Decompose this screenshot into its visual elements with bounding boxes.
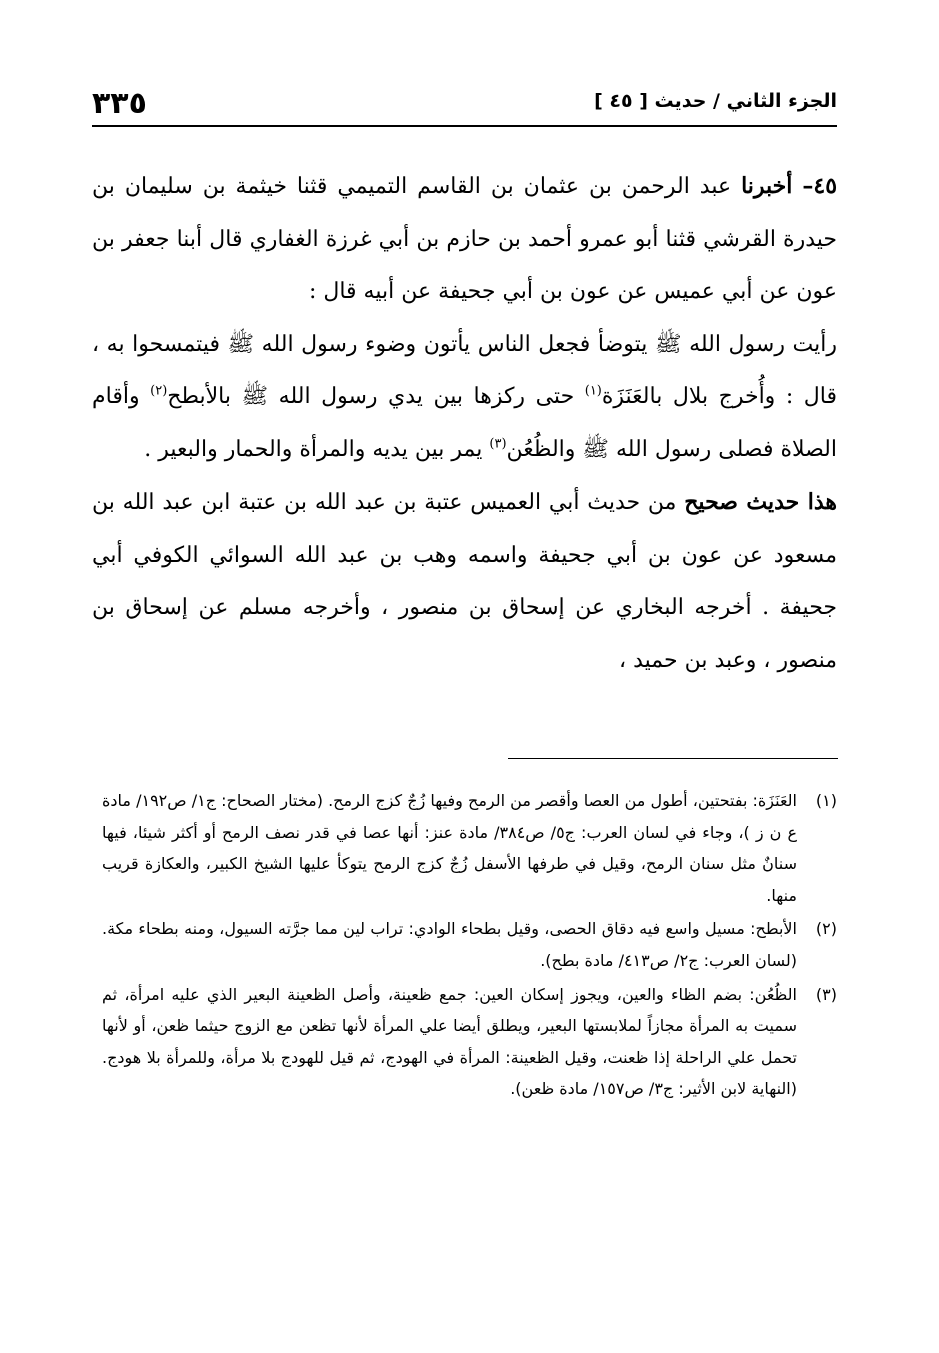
footnote-text: الأبطح: مسيل واسع فيه دقاق الحصى، وقيل بطحاء الوادي: تراب لين مما جرَّته السيول، ومنه بطحاء مكة. (لسان العرب: ج٢/ ص٤١٣/ مادة بطح). <box>102 919 797 970</box>
commentary-opening: هذا حديث صحيح <box>684 489 837 515</box>
footnote-mark-3: (٣) <box>489 436 507 452</box>
isnad-text: عبد الرحمن بن عثمان بن القاسم التميمي قثنا خيثمة بن سليمان بن حيدرة القرشي قثنا أبو عمرو أحمد بن حازم بن أبي غرزة الغفاري قال أبنا جعفر بن عون عن أبي عميس عن عون بن أبي جحيفة عن أبيه قال : <box>92 174 837 304</box>
commentary-text: من حديث أبي العميس عتبة بن عبد الله بن عتبة ابن عبد الله بن مسعود عن عون بن أبي جحيفة واسمه وهب بن عبد الله السوائي الكوفي أبي جحيفة . أخرجه البخاري عن إسحاق بن منصور ، وأخرجه مسلم عن إسحاق بن منصور ، وعبد بن حميد ، <box>92 490 837 673</box>
matn-text-2: حتى ركزها بين يدي رسول الله ﷺ بالأبطح <box>167 384 575 409</box>
page-header <box>92 84 837 124</box>
footnote-mark-1: (١) <box>584 383 602 399</box>
main-text <box>92 160 837 687</box>
footnote-text: الظُعُن: بضم الظاء والعين، ويجوز إسكان العين: جمع ظعينة، وأصل الظعينة البعير الذي عليه امرأة، ثم سميت به المرأة مجازاً لملابستها البعير، ويطلق أيضا علي المرأة لأنها تظعن مع الزوج حيثما ظعن، أو لأنها تحمل علي الراحلة إذا ظعنت، وقيل الظعينة: المرأة في الهودج، ثم قيل للهودج بلا مرأة، وللمرأة بلا هودج. (النهاية لابن الأثير: ج٣/ ص١٥٧/ مادة ظعن). <box>102 984 797 1099</box>
running-head: الجزء الثاني / حديث [ ٤٥ ] <box>594 90 837 112</box>
hadith-isnad-paragraph <box>92 160 837 319</box>
matn-text-4: يمر بين يديه والمرأة والحمار والبعير . <box>144 436 483 462</box>
footnote-mark-2: (٢) <box>150 383 168 399</box>
footnote-number: (٣) <box>815 984 837 1004</box>
hadith-matn-paragraph <box>92 319 837 477</box>
footnote-2 <box>102 913 837 976</box>
footnote-text: العَنَزَة: بفتحتين، أطول من العصا وأقصر من الرمح وفيها زُجٌ كزج الرمح. (مختار الصحاح: ج١/ ص١٩٢/ مادة ع ن ز )، وجاء في لسان العرب: ج٥/ ص٣٨٤/ مادة عنز: أنها عصا في قدر نصف الرمح أو أكثر شيئا، فيها سنانٌ مثل سنان الرمح، وقيل في طرفها الأسفل زُجٌ كزج الرمح يتوكأ عليها الشيخ الكبير، والعكازة قريب منها. <box>102 791 797 905</box>
footnote-3 <box>102 979 837 1105</box>
opening-word: أخبرنا <box>741 173 793 199</box>
footnotes <box>102 785 837 1107</box>
hadith-number: ٤٥– <box>802 173 838 199</box>
matn-text-1: رأيت رسول الله ﷺ يتوضأ فجعل الناس يأتون وضوء رسول الله ﷺ فيتمسحوا به ، قال : وأُخرج بلال بالعَنَزَة <box>92 331 838 409</box>
footnote-separator <box>508 758 838 759</box>
header-rule <box>92 125 837 127</box>
footnote-1 <box>102 785 837 911</box>
commentary-paragraph <box>92 476 837 687</box>
footnote-number: (١) <box>815 791 837 810</box>
matn-text-3: وأقام الصلاة فصلى رسول الله ﷺ والظُعُن <box>92 384 837 462</box>
page-number: ٣٣٥ <box>92 86 147 121</box>
footnote-number: (٢) <box>815 919 837 939</box>
